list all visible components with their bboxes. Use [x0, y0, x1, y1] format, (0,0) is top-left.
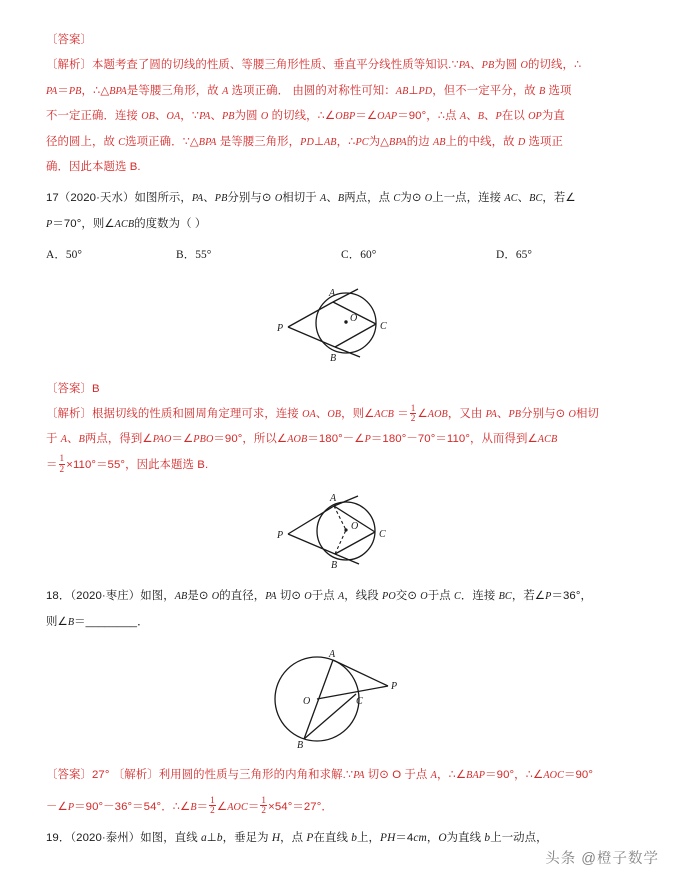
q17-choice-a[interactable]: A．50° — [46, 249, 83, 262]
segment-ap — [333, 660, 388, 686]
q17-choice-b[interactable]: B．55° — [176, 249, 212, 262]
label-c: C — [379, 529, 386, 541]
segment-pb — [288, 327, 335, 347]
q18-figure-container — [46, 649, 628, 749]
chord-bc — [335, 324, 376, 347]
label-a: A — [329, 287, 336, 299]
label-b: B — [331, 560, 338, 571]
q17-choice-d[interactable]: D．65° — [496, 249, 533, 262]
analysis-16-line-5: 确．因此本题选 B. — [46, 161, 141, 174]
q18-circle-diameter-figure — [257, 649, 417, 749]
fraction-one-half-2: $\frac{1}{2}$ — [59, 453, 65, 474]
q18-stem-line-1: 18．（2020·枣庄）如图，AB是⊙ O的直径，PA 切⊙ O于点 A，线段 PO交⊙ O于点 C．连接 BC，若∠P＝36°， — [46, 590, 592, 603]
q17-stem-line-1: 17（2020·天水）如图所示，PA、PB分别与⊙ O相切于 A、B两点，点 C为⊙ O上一点，连接 AC、BC，若∠ — [46, 192, 576, 205]
segment-pa — [288, 506, 334, 534]
label-a: A — [329, 649, 336, 661]
q17-stem-line-2: P＝70°，则∠ACB的度数为（ ） — [46, 217, 207, 230]
q17-figure-container — [46, 283, 628, 363]
q17-analysis-line-3: ＝ $\frac{1}{2}$ ×110°＝55°，因此本题选 B. — [46, 453, 209, 474]
segment-pb — [288, 534, 335, 554]
label-c: C — [380, 320, 387, 332]
watermark: 头条 @橙子数学 — [545, 851, 659, 867]
label-b: B — [297, 740, 304, 750]
q18-stem-line-2: 则∠B＝________． — [46, 615, 149, 628]
fraction-one-half: $\frac{1}{2}$ — [410, 402, 416, 423]
q19-stem: 19．（2020·泰州）如图，直线 a⊥b，垂足为 H，点 P在直线 b上，PH＝4cm，O为直线 b上一动点， — [46, 831, 548, 844]
label-o: O — [303, 696, 311, 708]
center-point-o — [344, 320, 347, 323]
fraction-one-half-3: $\frac{1}{2}$ — [210, 794, 215, 816]
q17-analysis-line-2: 于 A、B两点，得到∠PAO＝∠PBO＝90°，所以∠AOB＝180°－∠P＝180°－70°＝110°，从而得到∠ACB — [46, 433, 558, 446]
analysis-16-line-4: 径的圆上，故 C选项正确．∵△BPA 是等腰三角形，PD⊥AB，∴PC为△BPA的边 AB上的中线，故 D 选项正 — [46, 135, 564, 148]
chord-bc — [335, 532, 375, 554]
q18-answer-line-1: 〔答案〕27° 〔解析〕利用圆的性质与三角形的内角和求解.∵PA 切⊙ O 于点 A，∴∠BAP＝90°，∴∠AOC＝90° — [46, 769, 594, 782]
label-o: O — [350, 312, 358, 324]
analysis-16-line-1: 〔解析〕本题考查了圆的切线的性质、等腰三角形性质、垂直平分线性质等知识.∵PA、PB为圆 O的切线，∴ — [46, 59, 582, 72]
label-p: P — [277, 322, 284, 334]
document-content — [46, 28, 628, 851]
q17-choice-c[interactable]: C．60° — [341, 249, 377, 262]
label-p: P — [391, 681, 398, 693]
q17-circle-tangent-figure — [272, 283, 402, 363]
label-p: P — [277, 530, 284, 542]
label-o: O — [351, 521, 359, 533]
q17-circle-tangent-figure-dashed — [272, 492, 402, 570]
q17-answer: 〔答案〕B — [46, 382, 100, 395]
q18-answer-line-2: －∠P＝90°－36°＝54°．∴∠B＝ $\frac{1}{2}$ ∠AOC＝ $\frac{1}{2}$ ×54°＝27°． — [46, 794, 333, 816]
label-b: B — [330, 352, 337, 363]
analysis-16-line-2: PA＝PB，∴△BPA是等腰三角形，故 A 选项正确． 由圆的对称性可知：AB⊥PD，但不一定平分，故 B 选项 — [46, 84, 572, 97]
fraction-one-half-4: $\frac{1}{2}$ — [261, 794, 267, 816]
answer-label-16: 〔答案〕 — [46, 34, 92, 46]
tangent-extension-a — [334, 496, 358, 506]
analysis-16-line-3: 不一定正确．连接 OB、OA，∵PA、PB为圆 O 的切线，∴∠OBP＝∠OAP＝90°，∴点 A、B、P在以 OP为直 — [46, 110, 565, 123]
q17-figure2-container — [46, 492, 628, 570]
q17-choices — [46, 243, 628, 268]
segment-pa — [288, 302, 333, 327]
q17-analysis-line-1: 〔解析〕根据切线的性质和圆周角定理可求，连接 OA、OB，则∠ACB ＝ $\frac{1}{2}$ ∠AOB，又由 PA、PB分别与⊙ O相切 — [46, 402, 599, 423]
label-c: C — [356, 696, 363, 708]
label-a: A — [330, 493, 337, 505]
tangent-extension-a — [333, 289, 358, 302]
